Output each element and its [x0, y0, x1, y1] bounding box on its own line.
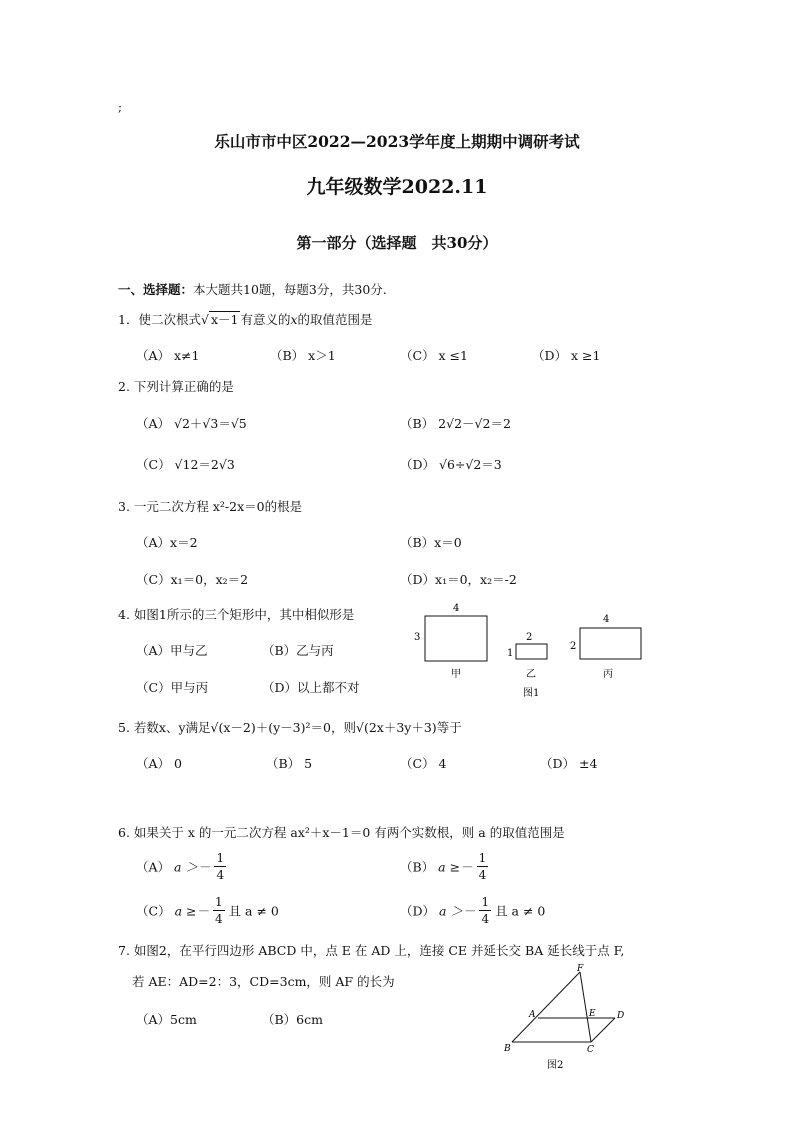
question-7-line-1: 7. 如图2，在平行四边形 ABCD 中，点 E 在 AD 上，连接 CE 并延长交 BA 延长线于点 F, [118, 943, 625, 958]
q1-option-d[interactable]: （D） x ≥1 [532, 348, 601, 363]
q6-c-post: 且 a ≠ 0 [228, 903, 279, 919]
q4-option-a[interactable]: （A）甲与乙 [136, 643, 208, 658]
q6-a-fraction [214, 850, 226, 883]
q1-radicand: x－1 [210, 312, 239, 327]
figure-1 [405, 598, 665, 703]
section-label: 一、选择题： [118, 282, 194, 297]
question-7-line-2: 若 AE：AD=2：3，CD=3cm，则 AF 的长为 [132, 974, 395, 989]
subject-title: 九年级数学2022.11 [306, 176, 488, 198]
q6-d-label: （D） [400, 903, 436, 919]
q6-option-d[interactable] [400, 894, 545, 927]
q6-d-num: 1 [481, 895, 490, 909]
section-heading [118, 280, 387, 298]
q3-option-a[interactable]: （A）x＝2 [136, 535, 198, 550]
rect-bing-top-label: 4 [603, 614, 610, 625]
q6-option-a[interactable] [136, 850, 226, 883]
question-2: 2. 下列计算正确的是 [118, 379, 234, 394]
rect-jia-side-label: 3 [414, 632, 421, 643]
q5-stem-c: 等于 [436, 720, 462, 735]
rect-yi-name: 乙 [526, 669, 536, 680]
q5-option-b[interactable]: （B） 5 [266, 756, 313, 771]
q5-expression: √(2x＋3y＋3) [355, 720, 437, 735]
section-desc: 本大题共10题，每题3分，共30分. [193, 282, 387, 297]
rect-bing-name: 丙 [603, 669, 613, 680]
point-b: B [504, 1044, 511, 1054]
point-c: C [587, 1045, 594, 1055]
q5-condition: √(x－2)＋(y－3)²＝0 [210, 720, 331, 735]
question-1 [118, 310, 373, 328]
q4-option-d[interactable]: （D）以上都不对 [262, 680, 360, 695]
q6-d-den: 4 [481, 912, 490, 926]
q6-option-b[interactable] [400, 850, 488, 883]
q5-stem: 5. 若数x、y满足 [118, 720, 211, 735]
figure-1-caption: 图1 [523, 688, 540, 699]
q3-option-d[interactable]: （D）x₁＝0，x₂＝-2 [400, 572, 517, 587]
point-e: E [589, 1009, 596, 1019]
q5-option-a[interactable]: （A） 0 [136, 756, 182, 771]
sqrt-symbol: √ [200, 312, 209, 327]
q6-b-num: 1 [478, 851, 487, 865]
figure-2-caption: 图2 [547, 1060, 564, 1071]
q1-var: x [290, 312, 298, 327]
q5-stem-b: ，则 [330, 720, 356, 735]
q6-d-pre: a ＞－ [439, 903, 476, 919]
point-a: A [529, 1010, 536, 1020]
figure-2 [495, 960, 635, 1075]
rect-bing-side-label: 2 [570, 641, 577, 652]
q6-c-pre: a ≥－ [174, 903, 209, 919]
q4-option-b[interactable]: （B）乙与丙 [262, 643, 334, 658]
segment-cd [591, 1018, 615, 1042]
q7-option-a[interactable]: （A）5cm [136, 1012, 197, 1027]
q7-option-b[interactable]: （B）6cm [262, 1012, 323, 1027]
question-4: 4. 如图1所示的三个矩形中，其中相似形是 [118, 607, 355, 622]
rect-jia-name: 甲 [451, 669, 461, 680]
q6-b-fraction [477, 850, 489, 883]
q2-option-d[interactable]: （D） √6÷√2＝3 [400, 457, 502, 472]
q1-option-a[interactable]: （A） x≠1 [136, 348, 200, 363]
part-title: 第一部分（选择题 共30分） [296, 234, 498, 252]
q5-option-c[interactable]: （C） 4 [400, 756, 447, 771]
question-5 [118, 718, 462, 736]
q6-a-pre: a ＞－ [174, 859, 211, 875]
q6-c-fraction [213, 894, 225, 927]
rect-yi [516, 644, 547, 659]
q5-option-d[interactable]: （D） ±4 [540, 756, 598, 771]
q2-option-c[interactable]: （C） √12＝2√3 [136, 457, 235, 472]
q3-option-b[interactable]: （B）x＝0 [400, 535, 462, 550]
point-d: D [617, 1011, 625, 1021]
q2-option-a[interactable]: （A） √2＋√3＝√5 [136, 416, 247, 431]
rect-yi-side-label: 1 [507, 648, 514, 659]
segment-fc [580, 972, 591, 1042]
q6-c-den: 4 [214, 912, 223, 926]
q1-option-b[interactable]: （B） x＞1 [270, 348, 336, 363]
q1-stem: 1．使二次根式 [118, 312, 201, 327]
q3-option-c[interactable]: （C）x₁＝0，x₂＝2 [136, 572, 249, 587]
rect-jia-top-label: 4 [453, 603, 460, 614]
q6-b-den: 4 [478, 868, 487, 882]
q6-c-label: （C） [136, 903, 171, 919]
q6-b-pre: a ≥－ [438, 859, 473, 875]
q6-option-c[interactable] [136, 894, 279, 927]
rect-yi-top-label: 2 [526, 632, 533, 643]
q1-stem-b: 有意义的 [240, 312, 291, 327]
question-6: 6. 如果关于 x 的一元二次方程 ax²＋x－1＝0 有两个实数根，则 a 的取值范围是 [118, 825, 565, 840]
q6-c-num: 1 [214, 895, 223, 909]
stray-mark: ; [118, 100, 123, 114]
q1-stem-c: 的取值范围是 [297, 312, 373, 327]
q6-a-num: 1 [216, 851, 225, 865]
point-f: F [577, 964, 584, 974]
rect-bing [580, 628, 641, 659]
q6-d-post: 且 a ≠ 0 [495, 903, 546, 919]
q6-a-label: （A） [136, 859, 171, 875]
question-3: 3. 一元二次方程 x²-2x＝0的根是 [118, 499, 303, 514]
q4-option-c[interactable]: （C）甲与丙 [136, 680, 209, 695]
segment-bf [512, 972, 580, 1042]
q2-option-b[interactable]: （B） 2√2－√2＝2 [400, 416, 511, 431]
q6-a-den: 4 [216, 868, 225, 882]
q6-b-label: （B） [400, 859, 435, 875]
q6-d-fraction [479, 894, 491, 927]
q1-option-c[interactable]: （C） x ≤1 [400, 348, 468, 363]
rect-jia [425, 616, 487, 661]
exam-title: 乐山市市中区2022—2023学年度上期期中调研考试 [214, 132, 580, 151]
